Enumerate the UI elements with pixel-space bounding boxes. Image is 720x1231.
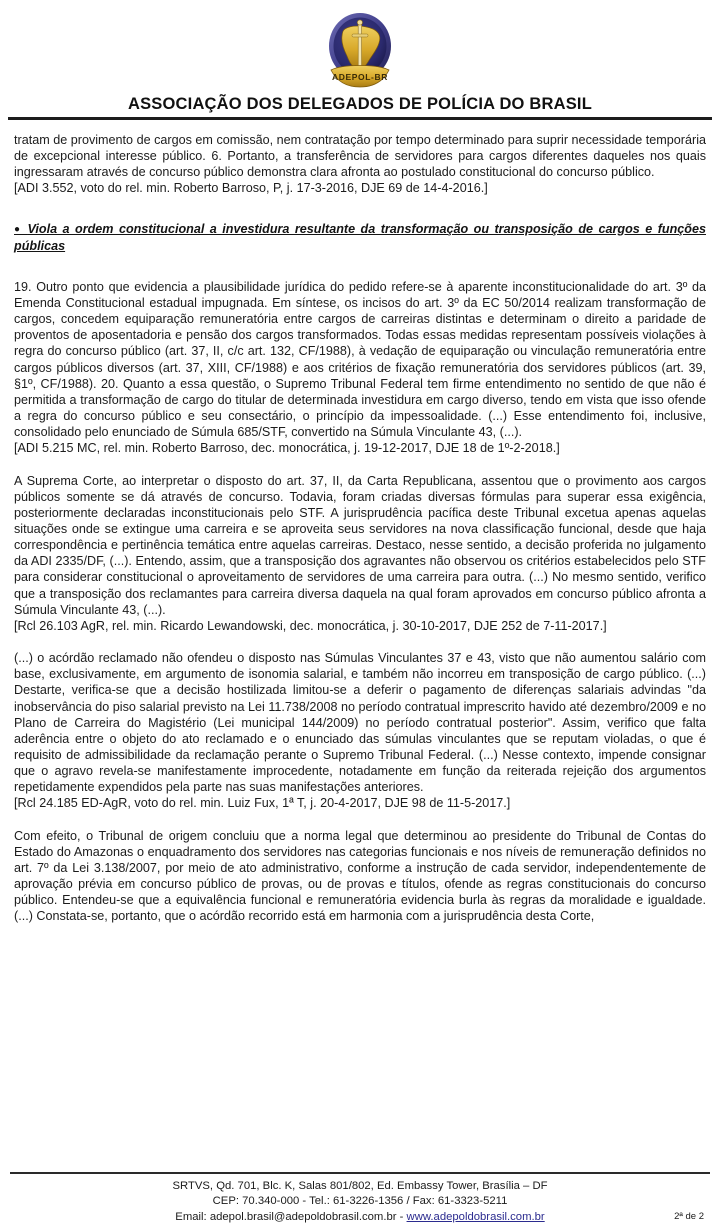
spacer [14,197,706,221]
paragraph-4: (...) o acórdão reclamado não ofendeu o disposto nas Súmulas Vinculantes 37 e 43, visto que não aumentou salário com base, exclusivamente, em argumento de isonomia salarial, e também não incorreu em transposição de cargo público. (...) Destarte, verifica-se que a decisão hostilizada limitou-se a deferir o pagamento de diferenças salariais advindas "da inobservância do piso salarial previsto na Lei 11.738/2008 no período contratual imprescrito havido até dezembro/2009 e no Plano de Carreira do Magistério (Lei municipal 144/2009) no período contratual posterior". Assim, verifico que falta aderência entre o objeto do ato reclamado e o enunciado das súmulas vinculantes que se reputam violadas, o que é requisito de admissibilidade da reclamação perante o Supremo Tribunal Federal. (...) Nesse contexto, impende consignar que o agravo revela-se manifestamente improcedente, notadamente em função da reiterada rejeição dos argumentos repetidamente expendidos pela parte nas suas manifestações anteriores. [14,651,706,795]
citation-2: [ADI 5.215 MC, rel. min. Roberto Barroso, dec. monocrática, j. 19-12-2017, DJE 18 de 1º-2-2018.] [14,441,560,456]
section-heading [14,221,706,255]
page-title: ASSOCIAÇÃO DOS DELEGADOS DE POLÍCIA DO BRASIL [127,95,592,113]
footer-address: SRTVS, Qd. 701, Blc. K, Salas 801/802, Ed. Embassy Tower, Brasília – DF [172,1179,548,1192]
paragraph-1: tratam de provimento de cargos em comissão, nem contratação por tempo determinado para suprir necessidade temporária de excepcional interesse público. 6. Portanto, a transferência de servidores para cargos diferentes daqueles nos quais ingressaram através de concurso público demonstra clara afronta ao postulado constitucional do concurso público. [14,133,706,180]
paragraph-3: A Suprema Corte, ao interpretar o disposto do art. 37, II, da Carta Republicana, assentou que o provimento aos cargos públicos somente se dá através de concurso. Todavia, foram criadas diversas fórmulas para superar essa exigência, posteriormente declaradas inconstitucionais pelo STF. A jurisprudência pacífica deste Tribunal excetua apenas aquelas situações onde se extingue uma carreira e se aproveita seus servidores na nova classificação funcional, desde que haja correspondência e pertinência temática entre aquelas carreiras. Destaco, nesse sentido, a decisão proferida no julgamento da ADI 2335/DF, (...). Entendo, assim, que a transposição dos agravantes não observou os critérios estabelecidos pelo STF para considerar constitucional o aproveitamento de servidores de uma carreira para outra. (...) No mesmo sentido, verifico que a transposição dos reclamantes para carreira diversa daquela na qual foram aprovados em concurso público afronta a Súmula Vinculante 43, (...). [14,473,706,617]
spacer [14,255,706,279]
page-marker: 2ª de 2 [674,1210,704,1222]
document-header [0,0,720,120]
logo-container [0,10,720,94]
document-body [0,120,720,1172]
spacer [14,812,706,828]
paragraph-2: 19. Outro ponto que evidencia a plausibilidade jurídica do pedido refere-se à aparente inconstitucionalidade do art. 3º da Emenda Constitucional estadual impugnada. Em síntese, os incisos do art. 3º da EC 50/2014 realizam transformação de cargos, concedem equiparação remuneratória entre cargos de carreiras distintas e determinam o direito a paridade de proventos de aposentadoria e pensão dos cargos transformados. Todas essas medidas representam possíveis violações à regra do concurso público (art. 37, II, c/c art. 132, CF/1988), à vedação de equiparação ou vinculação remuneratória entre cargos públicos diversos (art. 37, XIII, CF/1988) e aos critérios de fixação remuneratória dos servidores públicos (art. 39, §1º, CF/1988). 20. Quanto a essa questão, o Supremo Tribunal Federal tem firme entendimento no sentido de que não é permitida a transformação de cargo do titular de determinada investidura em cargo diverso, tendo em vista que isso ofende a regra do concurso público e seu consectário, o princípio da impessoalidade. (...) Esse entendimento foi, inclusive, consolidado pelo enunciado de Súmula 685/STF, convertido na Súmula Vinculante 43, (...). [14,279,706,440]
citation-3: [Rcl 26.103 AgR, rel. min. Ricardo Lewandowski, dec. monocrática, j. 30-10-2017, DJE 252 de 7-11-2017.] [14,618,607,633]
footer-contact: CEP: 70.340-000 - Tel.: 61-3226-1356 / Fax: 61-3323-5211 [212,1195,508,1207]
paragraph-5: Com efeito, o Tribunal de origem concluiu que a norma legal que determinou ao presidente do Tribunal de Contas do Estado do Amazonas o enquadramento dos servidores nas categorias funcionais e nos níveis de remuneração definidos no art. 7º da Lei 3.138/2007, por meio de ato administrativo, conforme a instrução de cada servidor, independentemente de aprovação prévia em concurso público de provas, ou de provas e títulos, ofende as regras constitucionais do concurso público. Entendeu-se que a equivalência funcional e remuneratória evidencia burla às regras da moralidade e igualdade. (...) Constata-se, portanto, que o acórdão recorrido está em harmonia com a jurisprudência desta Corte, [14,828,706,924]
footer-content [10,1179,710,1226]
bullet-icon: ● [14,223,22,235]
svg-text:ADEPOL-BR: ADEPOL-BR [332,72,388,82]
citation-4: [Rcl 24.185 ED-AgR, voto do rel. min. Luiz Fux, 1ª T, j. 20-4-2017, DJE 98 de 11-5-2017.] [14,796,511,811]
spacer [14,457,706,473]
document-footer [0,1172,720,1231]
adepol-brasil-crest-icon [323,10,397,92]
footer-divider [10,1172,710,1174]
spacer [14,634,706,650]
footer-email: Email: adepol.brasil@adepoldobrasil.com.br - [175,1210,407,1223]
footer-email-line [10,1210,710,1226]
citation-1: [ADI 3.552, voto do rel. min. Roberto Barroso, P, j. 17-3-2016, DJE 69 de 14-4-2016.] [14,181,488,196]
section-heading-text: Viola a ordem constitucional a investidura resultante da transformação ou transposição de cargos e funções públicas [14,221,706,253]
website-link[interactable]: www.adepoldobrasil.com.br [406,1210,545,1223]
